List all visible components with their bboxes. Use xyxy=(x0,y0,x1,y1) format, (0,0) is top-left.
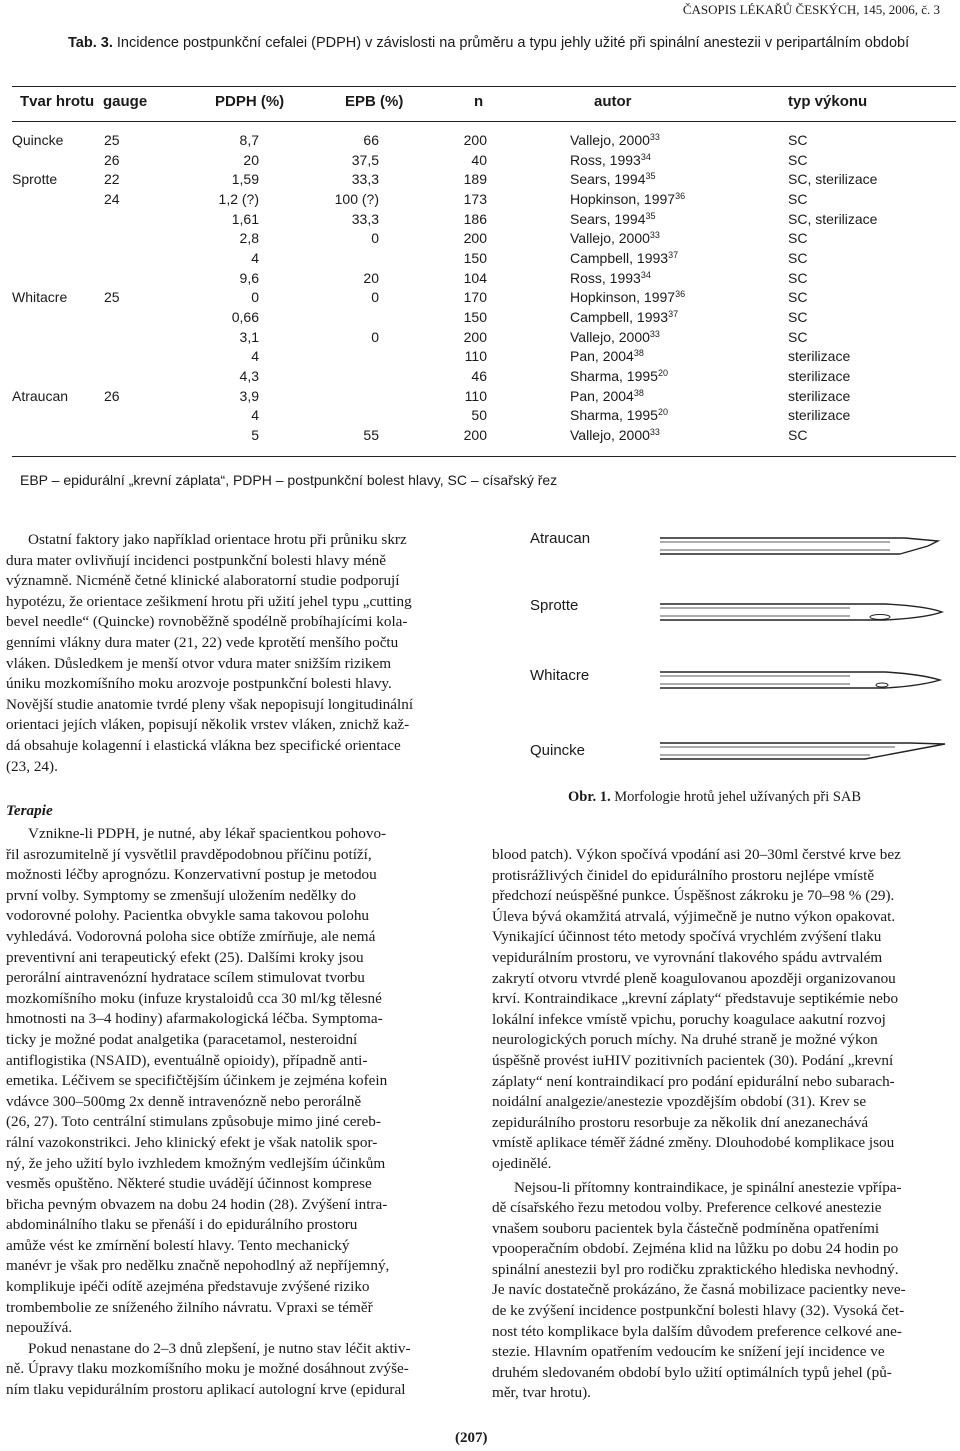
cell-needle-shape xyxy=(12,366,104,386)
table-row xyxy=(12,268,958,288)
cell-spacer xyxy=(487,406,570,426)
cell-pdph: 4,3 xyxy=(239,368,259,385)
text-line: záplaty“ není kontraindikací pro podání epidurální nebo subarach- xyxy=(492,1072,895,1090)
text-line: měr, tvar hrotu). xyxy=(492,1384,591,1402)
atraucan-needle-icon xyxy=(660,538,938,554)
table-row xyxy=(12,288,958,308)
text-line: Úleva bývá okamžitá atrvalá, výjimečně je nutno výkon opakovat. xyxy=(492,907,896,925)
figure-label: Obr. 1. xyxy=(568,789,611,805)
cell-needle-shape: Whitacre xyxy=(12,289,68,306)
cell-type: SC xyxy=(788,249,808,266)
text-line: vyhledává. Vodorovná poloha sice obtíže zmírňuje, ale nemá xyxy=(6,927,376,945)
cell-epb xyxy=(259,366,379,386)
table-row xyxy=(12,150,958,170)
text-line: hypotézu, že orientace zešikmení hrotu při užití jehel typu „cutting xyxy=(6,592,412,610)
author-name: Hopkinson, 1997 xyxy=(570,289,676,306)
cell-n: 104 xyxy=(463,269,487,286)
cell-pdph: 0 xyxy=(251,289,259,306)
author-name: Campbell, 1993 xyxy=(570,249,669,266)
text-line: abdominálního tlaku se přenáší i do epidurálního prostoru xyxy=(6,1216,358,1234)
text-line: orientaci jejích vláken, popisují několik vrstev vláken, znichž kaž- xyxy=(6,716,410,734)
col-header-type: typ výkonu xyxy=(788,93,868,110)
author-name: Hopkinson, 1997 xyxy=(570,190,676,207)
cell-type: SC xyxy=(788,151,808,168)
needle-label-whitacre: Whitacre xyxy=(530,667,590,684)
cell-pdph: 20 xyxy=(243,151,259,168)
text-line: dá obsahuje kolagenní i elastická vlákna bez specifické orientace xyxy=(6,736,401,754)
text-line: Je navíc dostatečně prokázáno, že časná mobilizace pacientky neve- xyxy=(492,1281,906,1299)
text-line: Nejsou-li přítomny kontraindikace, je spinální anestezie vpřípa- xyxy=(514,1178,902,1196)
cell-spacer xyxy=(487,327,570,347)
text-line: ně. Úpravy tlaku mozkomíšního moku je možné dosáhnout zvýše- xyxy=(6,1360,409,1378)
cell-author xyxy=(570,406,788,426)
cell-n: 200 xyxy=(463,131,487,148)
table-label: Tab. 3. xyxy=(68,35,113,51)
cell-type: sterilizace xyxy=(788,387,851,404)
cell-spacer xyxy=(487,189,570,209)
author-name: Vallejo, 2000 xyxy=(570,427,650,444)
cell-pdph: 4 xyxy=(251,407,259,424)
cell-n: 200 xyxy=(463,230,487,247)
text-line: úspěšně provést iuHIV pozitivních pacientek (30). Podání „krevní xyxy=(492,1051,894,1069)
text-line: Vynikající účinnost této metody spočívá vrychlém zvýšení tlaku xyxy=(492,928,882,946)
cell-pdph: 1,2 (?) xyxy=(218,190,259,207)
cell-n: 200 xyxy=(463,328,487,345)
cell-type: SC xyxy=(788,190,808,207)
cell-needle-shape xyxy=(12,406,104,426)
text-line: preventivní ani terapeutický efekt (25). Dalšími kroky jsou xyxy=(6,948,364,966)
sprotte-needle-icon xyxy=(660,604,942,620)
cell-gauge xyxy=(104,248,174,268)
cell-author xyxy=(570,327,788,347)
table-row xyxy=(12,189,958,209)
cell-spacer xyxy=(487,150,570,170)
reference-number: 38 xyxy=(633,348,644,359)
cell-pdph: 1,59 xyxy=(231,171,259,188)
cell-needle-shape xyxy=(12,425,104,445)
text-line: trombembolie ze sníženého žilního návratu. Vpraxi se téměř xyxy=(6,1298,373,1316)
reference-number: 20 xyxy=(657,407,668,418)
cell-gauge xyxy=(104,307,174,327)
cell-gauge xyxy=(104,425,174,445)
cell-epb: 66 xyxy=(363,131,379,148)
cell-spacer xyxy=(487,228,570,248)
text-line: vesměs opuštěno. Některé studie uvádějí účinnost komprese xyxy=(6,1175,372,1193)
text-line: (23, 24). xyxy=(6,757,58,775)
cell-needle-shape xyxy=(12,209,104,229)
cell-author xyxy=(570,366,788,386)
text-line: bevel needle“ (Quincke) rovnoběžně spodélně probíhajícími kola- xyxy=(6,613,408,631)
author-name: Sears, 1994 xyxy=(570,171,646,188)
cell-needle-shape xyxy=(12,347,104,367)
cell-n: 150 xyxy=(463,309,487,326)
text-line: spinální anestezii byl pro rodičku zpraktického hlediska nevhodný. xyxy=(492,1260,899,1278)
cell-author xyxy=(570,248,788,268)
needle-drawings xyxy=(510,520,950,780)
col-header-n: n xyxy=(474,93,484,110)
cell-needle-shape xyxy=(12,228,104,248)
cell-gauge xyxy=(104,327,174,347)
cell-author xyxy=(570,209,788,229)
cell-pdph: 4 xyxy=(251,249,259,266)
left-intro-paragraph xyxy=(6,530,413,777)
text-line: vepidurálním prostoru, ve vyrovnání tlakového spádu avtrvalém xyxy=(492,948,883,966)
cell-pdph: 5 xyxy=(251,427,259,444)
text-line: komplikuje ipéči odítě azejména představuje zvýšené riziko xyxy=(6,1278,370,1296)
text-line: ný, že jeho užití bylo ivzhledem kmožným vedlejším účinkům xyxy=(6,1154,386,1172)
cell-needle-shape xyxy=(12,189,104,209)
cell-author xyxy=(570,228,788,248)
cell-gauge xyxy=(104,228,174,248)
cell-spacer xyxy=(487,366,570,386)
text-line: ticky je možné podat analgetika (paracetamol, nesteroidní xyxy=(6,1030,358,1048)
cell-n: 110 xyxy=(464,348,487,365)
right-column xyxy=(492,845,952,1404)
cell-n: 150 xyxy=(463,249,487,266)
col-header-epb: EPB (%) xyxy=(345,93,404,110)
reference-number: 33 xyxy=(649,328,660,339)
cell-epb xyxy=(259,248,379,268)
text-line: Pokud nenastane do 2–3 dnů zlepšení, je nutno stav léčit aktiv- xyxy=(28,1339,411,1357)
reference-number: 36 xyxy=(675,289,686,300)
author-name: Pan, 2004 xyxy=(570,387,634,404)
cell-epb: 20 xyxy=(363,269,379,286)
cell-pdph: 1,61 xyxy=(231,210,259,227)
text-line: vdávce 300–500mg 2x denně intravenózně nebo perorálně xyxy=(6,1092,362,1110)
text-line: vmístě aplikace téměř žádné změny. Dlouhodobé komplikace jsou xyxy=(492,1134,895,1152)
author-name: Sears, 1994 xyxy=(570,210,646,227)
cell-pdph: 3,9 xyxy=(239,387,259,404)
text-line: hmotnosti na 3–4 hodiny) afarmakologická léčba. Symptoma- xyxy=(6,1010,383,1028)
table-legend: EBP – epidurální „krevní záplata“, PDPH – postpunkční bolest hlavy, SC – císařský řez xyxy=(20,472,558,488)
cell-gauge xyxy=(104,347,174,367)
cell-epb: 0 xyxy=(371,230,379,247)
cell-gauge: 26 xyxy=(104,387,120,404)
cell-needle-shape xyxy=(12,248,104,268)
cell-type: SC xyxy=(788,230,808,247)
cell-type: SC xyxy=(788,328,808,345)
text-line: noidální analgezie/anestezie vpozdějším období (31). Krev se xyxy=(492,1093,867,1111)
text-line: zakrytí otvoru vtvrdé pleně koagulovanou apozději organizovanou xyxy=(492,969,896,987)
text-line: významně. Nicméně četné klinické alaboratorní studie podporují xyxy=(6,572,400,590)
col-header-shape: Tvar hrotu xyxy=(20,93,95,110)
text-line: řil asrozumitelně jí vysvětlil pravděpodobnou příčinu potíží, xyxy=(6,845,372,863)
cell-spacer xyxy=(487,386,570,406)
section-title-terapie: Terapie xyxy=(6,802,53,819)
cell-author xyxy=(570,268,788,288)
cell-type: SC, sterilizace xyxy=(788,171,878,188)
text-line: protisrážlivých činidel do epidurálního prostoru nejlépe vmístě xyxy=(492,866,875,884)
text-line: de ke zvýšení incidence postpunkční bolesti hlavy (32). Vysoká čet- xyxy=(492,1302,905,1320)
cell-author xyxy=(570,288,788,308)
text-line: nepoužívá. xyxy=(6,1319,73,1337)
text-line: vnašem souboru pacientek byla částečně podmíněna opatřeními xyxy=(492,1219,880,1237)
text-line: emetika. Léčivem se specifičtějším účinkem je zejména kofein xyxy=(6,1072,388,1090)
reference-number: 33 xyxy=(649,131,660,142)
table-row xyxy=(12,425,958,445)
needle-label-sprotte: Sprotte xyxy=(530,597,579,614)
cell-epb xyxy=(259,347,379,367)
cell-needle-shape xyxy=(12,327,104,347)
text-line: vpooperačním období. Zejména klid na lůžku po dobu 24 hodin po xyxy=(492,1240,899,1258)
journal-header: ČASOPIS LÉKAŘŮ ČESKÝCH, 145, 2006, č. 3 xyxy=(682,2,940,17)
cell-spacer xyxy=(487,307,570,327)
text-line: krví. Kontraindikace „krevní záplaty“ představuje septikémie nebo xyxy=(492,990,899,1008)
author-name: Vallejo, 2000 xyxy=(570,230,650,247)
table-row xyxy=(12,386,958,406)
text-line: předchozí neúspěšné punkce. Úspěšnost zákroku je 70–98 % (29). xyxy=(492,887,895,905)
cell-author xyxy=(570,386,788,406)
cell-pdph: 2,8 xyxy=(239,230,259,247)
left-therapy-paragraph xyxy=(6,824,411,1401)
cell-author xyxy=(570,189,788,209)
cell-spacer xyxy=(487,425,570,445)
author-name: Vallejo, 2000 xyxy=(570,131,650,148)
text-line: druhém sledovaném období bylo užití optimálních typů jehel (pů- xyxy=(492,1363,892,1381)
cell-author xyxy=(570,150,788,170)
cell-pdph: 3,1 xyxy=(239,328,259,345)
cell-n: 200 xyxy=(463,427,487,444)
cell-needle-shape: Sprotte xyxy=(12,171,58,188)
cell-author xyxy=(570,425,788,445)
table-row xyxy=(12,327,958,347)
text-line: Ostatní faktory jako například orientace hrotu při průniku skrz xyxy=(28,531,407,548)
text-line: rální vazokonstrikci. Jeho klinický efekt je však natolik spor- xyxy=(6,1133,378,1151)
table-row xyxy=(12,307,958,327)
cell-needle-shape: Atraucan xyxy=(12,387,69,404)
author-name: Sharma, 1995 xyxy=(570,368,658,385)
cell-gauge: 25 xyxy=(104,289,120,306)
cell-gauge xyxy=(104,209,174,229)
cell-spacer xyxy=(487,288,570,308)
cell-n: 110 xyxy=(464,387,487,404)
cell-needle-shape xyxy=(12,150,104,170)
text-line: břicha pevným obvazem na dobu 24 hodin (28). Zvýšení intra- xyxy=(6,1195,388,1213)
reference-number: 35 xyxy=(645,210,656,221)
text-line: nost této komplikace byla dalším důvodem preference celkové ane- xyxy=(492,1322,902,1340)
col-header-gauge: gauge xyxy=(103,93,148,110)
cell-n: 40 xyxy=(471,151,487,168)
cell-n: 189 xyxy=(463,171,487,188)
cell-n: 46 xyxy=(471,368,487,385)
col-header-pdph: PDPH (%) xyxy=(215,93,285,110)
cell-n: 170 xyxy=(463,289,487,306)
cell-pdph: 0,66 xyxy=(231,309,259,326)
author-name: Vallejo, 2000 xyxy=(570,328,650,345)
cell-type: SC, sterilizace xyxy=(788,210,878,227)
text-line: zepidurálního prostoru resorbuje za několik dní anezanechává xyxy=(492,1113,869,1131)
text-line: ním tlaku vepidurálním prostoru aplikací autologní krve (epidural xyxy=(6,1381,406,1399)
cell-type: sterilizace xyxy=(788,368,851,385)
text-line: Vznikne-li PDPH, je nutné, aby lékař spacientkou pohovo- xyxy=(28,825,387,842)
cell-pdph: 4 xyxy=(251,348,259,365)
author-name: Campbell, 1993 xyxy=(570,309,669,326)
cell-needle-shape xyxy=(12,268,104,288)
table-caption-text: Incidence postpunkční cefalei (PDPH) v závislosti na průměru a typu jehly užité při spinální anestezii v peripartálním období xyxy=(116,35,910,51)
cell-epb: 33,3 xyxy=(351,210,379,227)
table-row xyxy=(12,406,958,426)
cell-spacer xyxy=(487,347,570,367)
text-line: blood patch). Výkon spočívá vpodání asi 20–30ml čerstvé krve bez xyxy=(492,846,901,863)
cell-spacer xyxy=(487,268,570,288)
reference-number: 20 xyxy=(657,368,668,379)
cell-epb xyxy=(259,386,379,406)
table-bottom-rule xyxy=(12,456,956,457)
cell-pdph: 9,6 xyxy=(239,269,259,286)
text-line: manévr je však pro nedělku značně nepohodlný až nepříjemný, xyxy=(6,1257,390,1275)
cell-author xyxy=(570,169,788,189)
cell-epb: 55 xyxy=(363,427,379,444)
table-top-rule xyxy=(12,86,956,87)
needle-label-quincke: Quincke xyxy=(530,742,586,759)
reference-number: 38 xyxy=(633,387,644,398)
text-line: perorální aintravenózní hydratace scílem stimulovat tvorbu xyxy=(6,969,365,987)
page-number: (207) xyxy=(455,1430,488,1446)
text-line: první volby. Symptomy se zmenšují uložením nedělky do xyxy=(6,886,356,904)
cell-type: SC xyxy=(788,131,808,148)
author-name: Sharma, 1995 xyxy=(570,407,658,424)
cell-n: 173 xyxy=(463,190,487,207)
table-row xyxy=(12,209,958,229)
reference-number: 37 xyxy=(668,249,679,260)
col-header-author: autor xyxy=(594,93,632,110)
text-line: lokální infekce vmístě vpichu, poruchy koagulace aakutní rozvoj xyxy=(492,1010,886,1028)
table-row xyxy=(12,248,958,268)
cell-gauge: 25 xyxy=(104,131,120,148)
reference-number: 35 xyxy=(645,171,656,182)
cell-epb: 37,5 xyxy=(351,151,379,168)
cell-needle-shape xyxy=(12,307,104,327)
reference-number: 33 xyxy=(649,230,660,241)
cell-type: sterilizace xyxy=(788,407,851,424)
cell-spacer xyxy=(487,209,570,229)
text-line: vláken. Důsledkem je menší otvor vdura mater snižším rizikem xyxy=(6,654,392,672)
cell-gauge xyxy=(104,366,174,386)
reference-number: 36 xyxy=(675,190,686,201)
text-line: Novější studie anatomie tvrdé pleny však nepopisují longitudinální xyxy=(6,695,414,713)
needle-figure xyxy=(510,520,950,780)
cell-gauge: 26 xyxy=(104,151,120,168)
cell-gauge xyxy=(104,268,174,288)
cell-type: SC xyxy=(788,269,808,286)
cell-author xyxy=(570,347,788,367)
cell-pdph: 8,7 xyxy=(239,131,259,148)
reference-number: 37 xyxy=(668,309,679,320)
cell-gauge: 24 xyxy=(104,190,120,207)
text-line: možnosti léčby aprognózu. Konzervativní postup je metodou xyxy=(6,866,377,884)
text-line: mozkomíšního moku (infuze krystaloidů cca 30 ml/kg tělesné xyxy=(6,989,382,1007)
table-header-rule xyxy=(12,121,956,122)
author-name: Ross, 1993 xyxy=(570,151,641,168)
text-line: amůže vést ke zmírnění bolestí hlavy. Tento mechanický xyxy=(6,1236,350,1254)
table-row xyxy=(12,130,958,150)
text-line: neurologických poruch míchy. Na druhé straně je možné výkon xyxy=(492,1031,878,1049)
cell-spacer xyxy=(487,248,570,268)
incidence-table xyxy=(12,130,958,445)
cell-needle-shape: Quincke xyxy=(12,131,64,148)
table-caption xyxy=(68,35,948,51)
cell-epb: 0 xyxy=(371,328,379,345)
cell-type: sterilizace xyxy=(788,348,851,365)
text-line: stezie. Hlavním opatřením vedoucím ke snížení její incidence ve xyxy=(492,1343,885,1361)
table-row xyxy=(12,366,958,386)
cell-type: SC xyxy=(788,289,808,306)
cell-type: SC xyxy=(788,309,808,326)
text-line: genními vlákny dura mater (21, 22) vede kprotětí menšího počtu xyxy=(6,633,399,651)
table-row xyxy=(12,347,958,367)
figure-caption xyxy=(568,789,861,806)
cell-epb: 33,3 xyxy=(351,171,379,188)
text-line: vodorovné polohy. Pacientka obvykle sama takovou polohu xyxy=(6,907,370,925)
text-line: dě císařského řezu metodou volby. Preference celkové anestezie xyxy=(492,1199,882,1217)
text-line: (26, 27). Toto centrální stimulans způsobuje mimo jiné cereb- xyxy=(6,1113,381,1131)
figure-caption-text: Morfologie hrotů jehel užívaných při SAB xyxy=(614,789,862,805)
text-line: ojedinělé. xyxy=(492,1154,552,1172)
table-row xyxy=(12,228,958,248)
cell-spacer xyxy=(487,169,570,189)
author-name: Ross, 1993 xyxy=(570,269,641,286)
reference-number: 33 xyxy=(649,427,660,438)
cell-epb: 100 (?) xyxy=(334,190,379,207)
needle-label-atraucan: Atraucan xyxy=(530,530,591,547)
text-line: dura mater ovlivňují incidenci postpunkční bolesti hlavy méně xyxy=(6,551,387,569)
cell-gauge xyxy=(104,406,174,426)
cell-author xyxy=(570,130,788,150)
cell-gauge: 22 xyxy=(104,171,120,188)
cell-epb: 0 xyxy=(371,289,379,306)
text-line: úniku mozkomíšního moku arozvoje postpunkční bolesti hlavy. xyxy=(6,675,392,693)
cell-spacer xyxy=(487,130,570,150)
author-name: Pan, 2004 xyxy=(570,348,634,365)
quincke-needle-icon xyxy=(660,743,945,759)
whitacre-needle-icon xyxy=(660,672,940,688)
reference-number: 34 xyxy=(640,269,651,280)
cell-type: SC xyxy=(788,427,808,444)
table-row xyxy=(12,169,958,189)
reference-number: 34 xyxy=(640,151,651,162)
cell-n: 50 xyxy=(471,407,487,424)
cell-n: 186 xyxy=(463,210,487,227)
cell-epb xyxy=(259,406,379,426)
text-line: antiflogistika (NSAID), eventuálně opioidy), případně anti- xyxy=(6,1051,368,1069)
cell-epb xyxy=(259,307,379,327)
cell-author xyxy=(570,307,788,327)
